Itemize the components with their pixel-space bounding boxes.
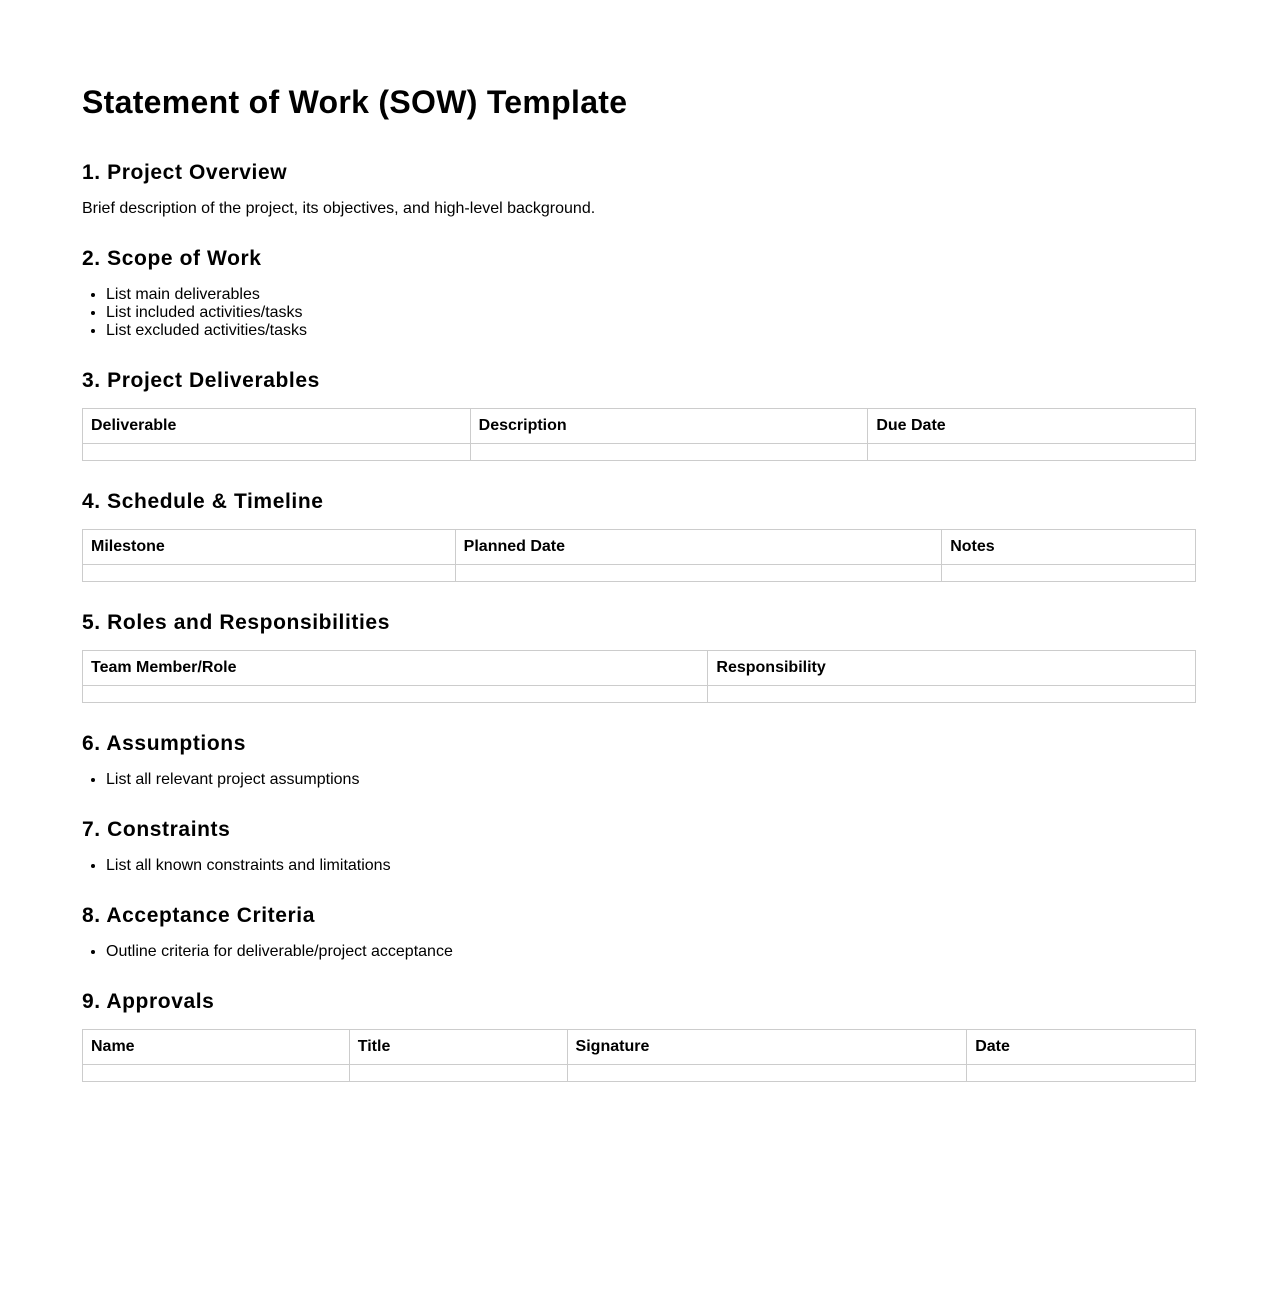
column-header-deliverable: Deliverable [83, 409, 471, 444]
table-cell[interactable] [83, 444, 471, 461]
section-heading: 2. Scope of Work [82, 247, 262, 270]
section-project-deliverables [82, 368, 1196, 461]
roles-table [82, 650, 1196, 703]
list-item: • Outline criteria for deliverable/project acceptance [106, 943, 1196, 961]
column-header-team-member-role: Team Member/Role [83, 651, 708, 686]
section-heading: 4. Schedule & Timeline [82, 490, 324, 513]
table-cell[interactable] [83, 1065, 350, 1082]
section-heading: 3. Project Deliverables [82, 369, 320, 392]
table-cell[interactable] [470, 444, 868, 461]
section-schedule-timeline [82, 489, 1196, 582]
column-header-responsibility: Responsibility [708, 651, 1196, 686]
table-header-row [83, 651, 1196, 686]
table-header-row [83, 409, 1196, 444]
table-header-row [83, 1030, 1196, 1065]
section-heading: 1. Project Overview [82, 161, 288, 184]
approvals-table [82, 1029, 1196, 1082]
section-heading: 8. Acceptance Criteria [82, 904, 316, 927]
acceptance-list [82, 943, 1196, 961]
column-header-planned-date: Planned Date [455, 530, 942, 565]
table-cell[interactable] [708, 686, 1196, 703]
list-item: • List included activities/tasks [106, 304, 1196, 322]
table-cell[interactable] [83, 686, 708, 703]
table-cell[interactable] [942, 565, 1196, 582]
column-header-date: Date [967, 1030, 1196, 1065]
column-header-milestone: Milestone [83, 530, 456, 565]
table-row [83, 444, 1196, 461]
table-row [83, 686, 1196, 703]
section-project-overview [82, 160, 1196, 218]
section-approvals [82, 989, 1196, 1082]
section-heading: 6. Assumptions [82, 732, 246, 755]
section-acceptance-criteria [82, 903, 1196, 961]
column-header-description: Description [470, 409, 868, 444]
section-roles-responsibilities [82, 610, 1196, 703]
table-row [83, 565, 1196, 582]
table-cell[interactable] [967, 1065, 1196, 1082]
column-header-title: Title [349, 1030, 567, 1065]
section-heading: 5. Roles and Responsibilities [82, 611, 390, 634]
section-heading: 9. Approvals [82, 990, 215, 1013]
section-heading: 7. Constraints [82, 818, 231, 841]
overview-text: Brief description of the project, its objectives, and high-level background. [82, 200, 596, 217]
table-cell[interactable] [868, 444, 1196, 461]
table-cell[interactable] [83, 565, 456, 582]
scope-list [82, 286, 1196, 340]
table-cell[interactable] [567, 1065, 967, 1082]
column-header-name: Name [83, 1030, 350, 1065]
constraints-list [82, 857, 1196, 875]
section-assumptions [82, 731, 1196, 789]
column-header-due-date: Due Date [868, 409, 1196, 444]
list-item: • List all known constraints and limitations [106, 857, 1196, 875]
table-row [83, 1065, 1196, 1082]
column-header-signature: Signature [567, 1030, 967, 1065]
column-header-notes: Notes [942, 530, 1196, 565]
deliverables-table [82, 408, 1196, 461]
assumptions-list [82, 771, 1196, 789]
list-item: • List all relevant project assumptions [106, 771, 1196, 789]
schedule-table [82, 529, 1196, 582]
section-constraints [82, 817, 1196, 875]
list-item: • List excluded activities/tasks [106, 322, 1196, 340]
list-item: • List main deliverables [106, 286, 1196, 304]
table-cell[interactable] [455, 565, 942, 582]
table-cell[interactable] [349, 1065, 567, 1082]
section-scope-of-work [82, 246, 1196, 340]
document-title: Statement of Work (SOW) Template [82, 84, 628, 120]
table-header-row [83, 530, 1196, 565]
